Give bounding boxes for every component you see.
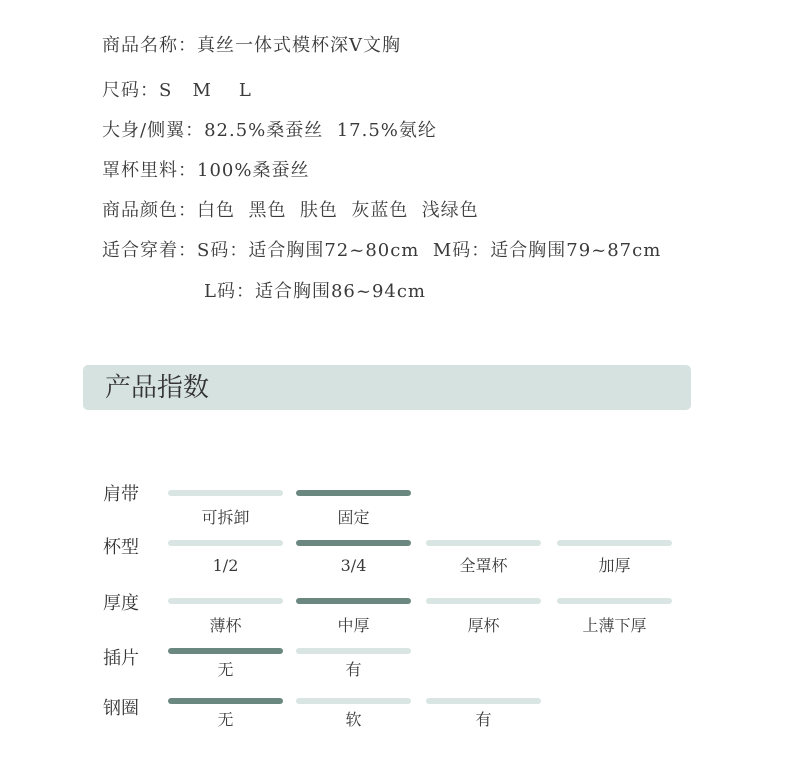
product-fit-l: L码：适合胸围86~94cm <box>204 281 426 302</box>
option-bar <box>168 598 283 604</box>
option-label: 全罩杯 <box>459 556 508 575</box>
attribute-label: 插片 <box>103 648 139 669</box>
option-bar-selected <box>296 490 411 496</box>
option-bar <box>426 698 541 704</box>
option-bar-selected <box>296 540 411 546</box>
section-title: 产品指数 <box>105 373 210 403</box>
option-label: 加厚 <box>598 556 631 575</box>
product-colors: 商品颜色：白色 黑色 肤色 灰蓝色 浅绿色 <box>102 200 479 221</box>
product-name: 商品名称：真丝一体式模杯深V文胸 <box>102 35 401 56</box>
option-label: 中厚 <box>337 616 370 635</box>
section-header <box>83 365 691 410</box>
option-label: 1/2 <box>212 556 239 575</box>
product-size: 尺码：S M L <box>102 80 252 101</box>
attribute-label: 肩带 <box>103 484 139 505</box>
attribute-label: 钢圈 <box>103 698 139 719</box>
product-fit-s-m: 适合穿着：S码：适合胸围72~80cm M码：适合胸围79~87cm <box>102 240 662 261</box>
attribute-label: 杯型 <box>103 537 139 558</box>
option-bar-selected <box>168 698 283 704</box>
option-label: 固定 <box>337 508 370 527</box>
option-bar <box>168 540 283 546</box>
option-bar-selected <box>168 648 283 654</box>
product-material: 大身/侧翼：82.5%桑蚕丝 17.5%氨纶 <box>102 120 437 141</box>
option-bar <box>168 490 283 496</box>
option-bar <box>557 598 672 604</box>
option-label: 3/4 <box>340 556 367 575</box>
option-label: 有 <box>345 660 362 679</box>
option-bar <box>296 698 411 704</box>
option-label: 薄杯 <box>209 616 242 635</box>
option-label: 厚杯 <box>467 616 500 635</box>
option-bar-selected <box>296 598 411 604</box>
option-bar <box>426 598 541 604</box>
option-label: 可拆卸 <box>201 508 250 527</box>
product-lining: 罩杯里料：100%桑蚕丝 <box>102 160 310 181</box>
option-label: 无 <box>217 710 234 729</box>
option-bar <box>296 648 411 654</box>
option-bar <box>426 540 541 546</box>
option-label: 无 <box>217 660 234 679</box>
option-bar <box>557 540 672 546</box>
attribute-label: 厚度 <box>103 593 139 614</box>
option-label: 上薄下厚 <box>582 616 647 635</box>
option-label: 有 <box>475 710 492 729</box>
option-label: 软 <box>345 710 362 729</box>
